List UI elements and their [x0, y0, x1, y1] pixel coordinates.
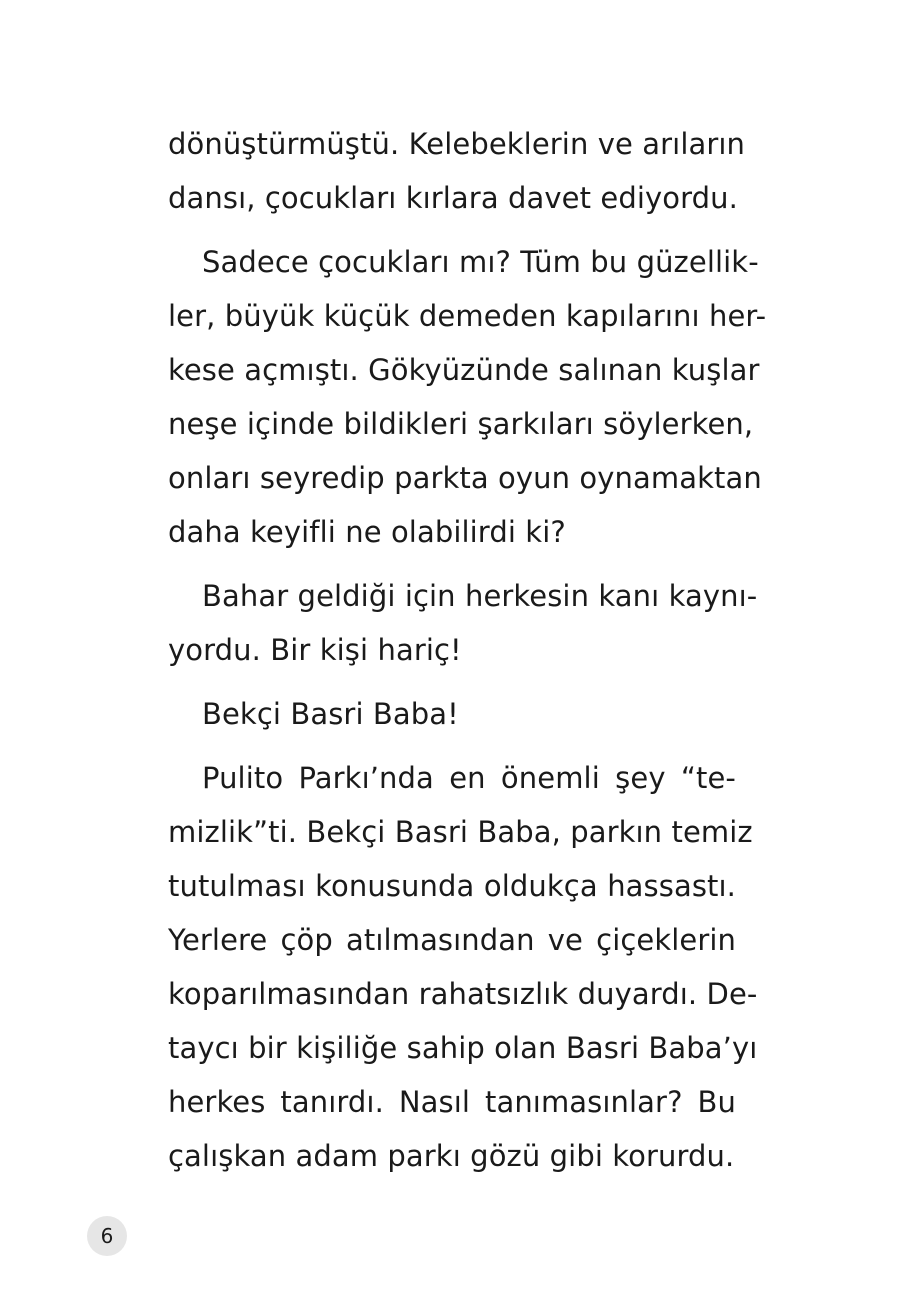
- text-line: yordu. Bir kişi hariç!: [168, 633, 462, 667]
- text-line: koparılmasından rahatsızlık duyardı. De-: [168, 977, 758, 1011]
- page-number: 6: [100, 1224, 114, 1248]
- text-line: neşe içinde bildikleri şarkıları söylerken,: [168, 407, 754, 441]
- text-line: tutulması konusunda oldukça hassastı.: [168, 869, 736, 903]
- text-line: herkes tanırdı. Nasıl tanımasınlar? Bu: [168, 1085, 736, 1119]
- page-number-badge: [87, 1216, 127, 1256]
- text-line: Yerlere çöp atılmasından ve çiçeklerin: [168, 923, 736, 957]
- text-line: onları seyredip parkta oyun oynamaktan: [168, 461, 762, 495]
- text-line: dönüştürmüştü. Kelebeklerin ve arıların: [168, 127, 746, 161]
- text-line: mizlik”ti. Bekçi Basri Baba, parkın temiz: [168, 815, 753, 849]
- text-line: Pulito Parkı’nda en önemli şey “te-: [202, 761, 736, 795]
- text-line: Bahar geldiği için herkesin kanı kaynı-: [202, 579, 758, 613]
- text-line: ler, büyük küçük demeden kapılarını her-: [168, 299, 767, 333]
- text-line: Bekçi Basri Baba!: [202, 697, 459, 731]
- text-line: Sadece çocukları mı? Tüm bu güzellik-: [202, 245, 759, 279]
- text-line: dansı, çocukları kırlara davet ediyordu.: [168, 181, 738, 215]
- text-line: çalışkan adam parkı gözü gibi korurdu.: [168, 1139, 735, 1173]
- text-line: daha keyifli ne olabilirdi ki?: [168, 515, 566, 549]
- text-line: kese açmıştı. Gökyüzünde salınan kuşlar: [168, 353, 760, 387]
- text-line: taycı bir kişiliğe sahip olan Basri Baba’yı: [168, 1031, 758, 1065]
